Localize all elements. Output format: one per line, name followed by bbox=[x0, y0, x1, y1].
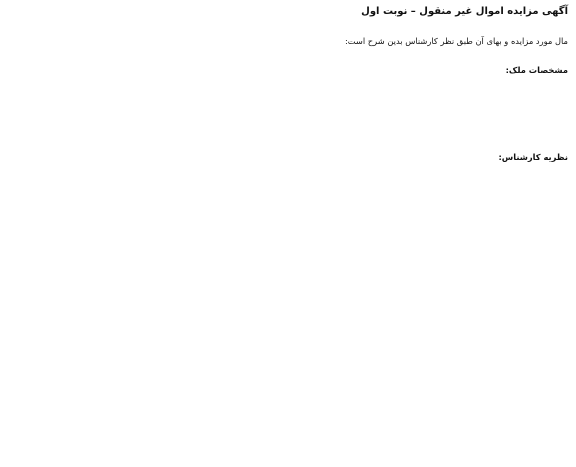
note-3 bbox=[8, 133, 568, 144]
subject-line: مال مورد مزایده و بهای آن طبق نظر کارشناس بدین شرح است: bbox=[344, 36, 568, 47]
note-2 bbox=[8, 119, 568, 130]
specs-heading: مشخصات ملک: bbox=[505, 64, 568, 75]
share-body bbox=[8, 91, 568, 102]
expert-opinion-body bbox=[8, 165, 568, 176]
note-1 bbox=[8, 105, 568, 116]
notice-intro bbox=[8, 22, 568, 33]
notice-title: آگهی مزایده اموال غیر منقول – نوبت اول bbox=[361, 6, 568, 17]
expert-opinion-heading: نظریه کارشناس: bbox=[498, 152, 568, 163]
specs-body bbox=[8, 77, 568, 88]
expert-reference bbox=[8, 51, 568, 62]
